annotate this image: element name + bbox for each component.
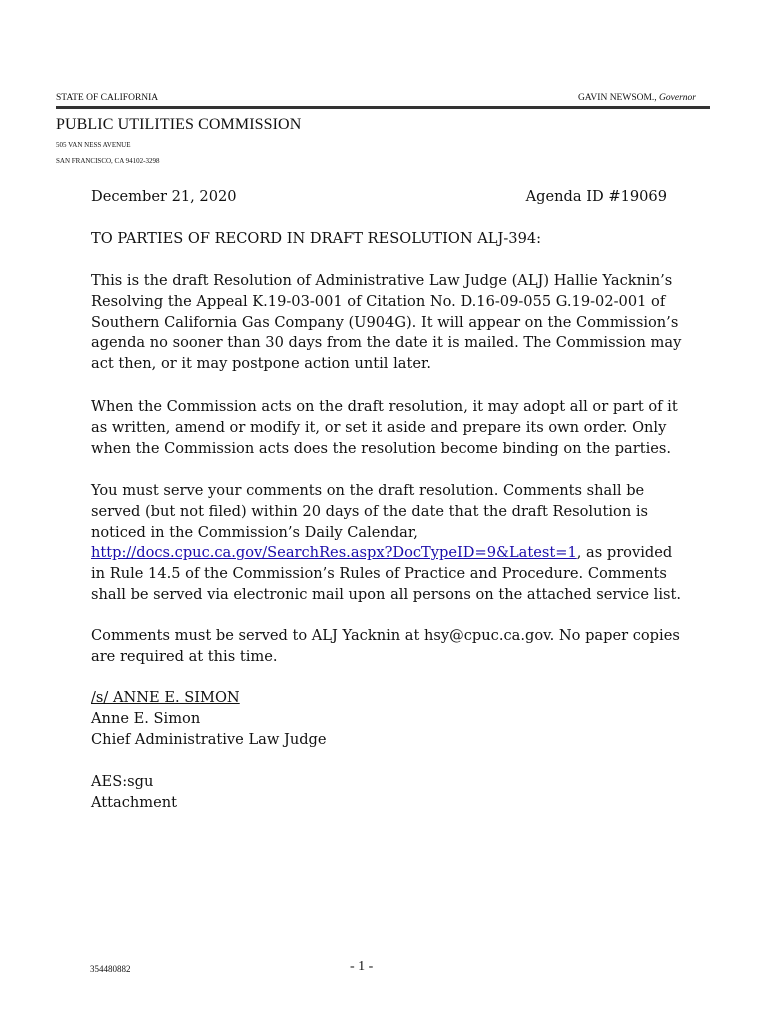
- signer-name: Anne E. Simon: [91, 709, 201, 727]
- paragraph-line: This is the draft Resolution of Administrative Law Judge (ALJ) Hallie Yacknin’s: [91, 272, 673, 289]
- paragraph-line: When the Commission acts on the draft resolution, it may adopt all or part of it: [91, 398, 678, 415]
- paragraph-line: Resolving the Appeal K.19-03-001 of Citation No. D.16-09-055 G.19-02-001 of: [91, 292, 666, 310]
- paragraph-line: Southern California Gas Company (U904G). It will appear on the Commission’s: [91, 313, 679, 331]
- letterhead-rule: [56, 106, 710, 109]
- governor-label: [578, 93, 696, 103]
- paragraph-3: [91, 481, 681, 606]
- initials: AES:sgu: [91, 773, 154, 790]
- date-row: [91, 187, 673, 209]
- paragraph-line: act then, or it may postpone action until later.: [91, 355, 431, 373]
- document-id: 354480882: [90, 964, 131, 974]
- letterhead-top: [56, 93, 696, 107]
- paragraph-line: noticed in the Commission’s Daily Calendar,: [91, 523, 418, 541]
- paragraph-line: You must serve your comments on the draft resolution. Comments shall be: [91, 482, 645, 499]
- state-label: STATE OF CALIFORNIA: [56, 93, 159, 103]
- paragraph-4: [91, 626, 680, 668]
- paragraph-line: shall be served via electronic mail upon all persons on the attached service list.: [91, 585, 681, 603]
- letter-date: December 21, 2020: [91, 188, 237, 205]
- paragraph-line: in Rule 14.5 of the Commission’s Rules of Practice and Procedure. Comments: [91, 565, 667, 583]
- address-line-2: SAN FRANCISCO, CA 94102-3298: [56, 157, 160, 165]
- commission-name: PUBLIC UTILITIES COMMISSION: [56, 116, 302, 133]
- agenda-id: Agenda ID #19069: [525, 188, 667, 205]
- address-line-1: 505 VAN NESS AVENUE: [56, 141, 131, 149]
- paragraph-line: when the Commission acts does the resolution become binding on the parties.: [91, 439, 672, 457]
- signature-block: [91, 688, 673, 750]
- paragraph-line: agenda no sooner than 30 days from the date it is mailed. The Commission may: [91, 334, 682, 352]
- paragraph-line: Comments must be served to ALJ Yacknin at hsy@cpuc.ca.gov. No paper copies: [91, 627, 680, 644]
- signer-title: Chief Administrative Law Judge: [91, 730, 327, 748]
- link-trailing-text: , as provided: [576, 544, 673, 562]
- salutation: TO PARTIES OF RECORD IN DRAFT RESOLUTION ALJ-394:: [91, 230, 542, 247]
- initials-block: [91, 772, 673, 814]
- signature-slash: /s/ ANNE E. SIMON: [91, 689, 240, 706]
- paragraph-line: are required at this time.: [91, 647, 278, 665]
- governor-name: GAVIN NEWSOM.,: [577, 93, 657, 103]
- attachment-label: Attachment: [91, 793, 178, 811]
- paragraph-line-with-link: [91, 543, 673, 564]
- paragraph-1: [91, 271, 682, 375]
- paragraph-line: as written, amend or modify it, or set it aside and prepare its own order. Only: [91, 418, 667, 436]
- daily-calendar-link[interactable]: http://docs.cpuc.ca.gov/SearchRes.aspx?DocTypeID=9&Latest=1: [91, 544, 577, 562]
- paragraph-line: served (but not filed) within 20 days of the date that the draft Resolution is: [91, 502, 649, 520]
- page-number: - 1 -: [350, 959, 374, 974]
- governor-title: Governor: [659, 93, 696, 103]
- paragraph-2: [91, 397, 678, 459]
